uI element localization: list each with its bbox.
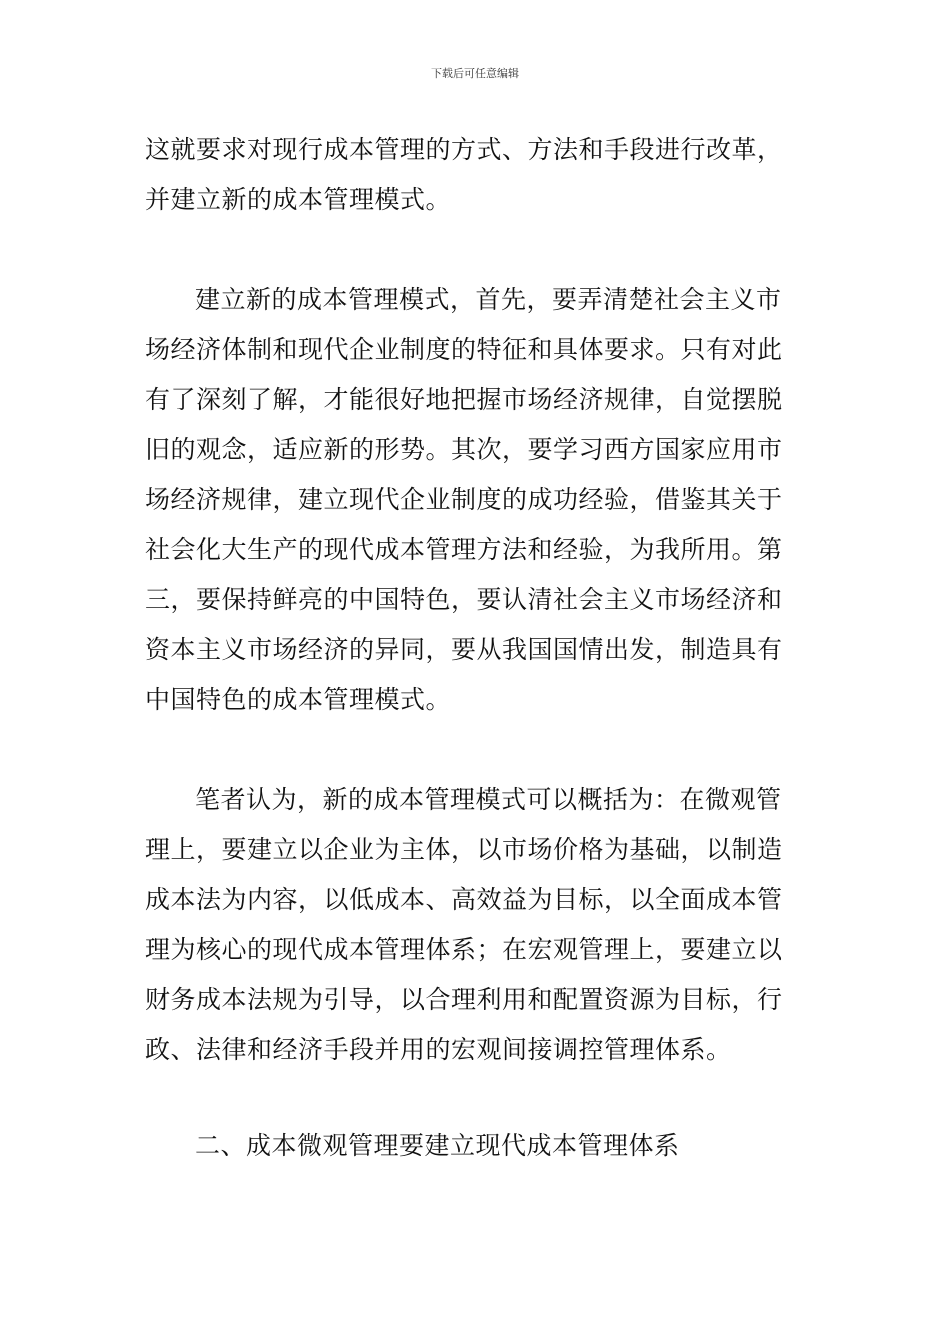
paragraph-2-line-8: 资本主义市场经济的异同，要从我国国情出发，制造具有 — [145, 635, 783, 664]
paragraph-2-line-3: 有了深刻了解，才能很好地把握市场经济规律，自觉摆脱 — [145, 385, 783, 414]
paragraph-3-line-5: 财务成本法规为引导，以合理利用和配置资源为目标，行 — [145, 985, 783, 1014]
paragraph-3-line-3: 成本法为内容，以低成本、高效益为目标，以全面成本管 — [145, 885, 783, 914]
section-heading: 二、成本微观管理要建立现代成本管理体系 — [195, 1131, 680, 1160]
paragraph-3-line-4: 理为核心的现代成本管理体系；在宏观管理上，要建立以 — [145, 935, 783, 964]
paragraph-2-line-7: 三，要保持鲜亮的中国特色，要认清社会主义市场经济和 — [145, 585, 783, 614]
paragraph-2-line-2: 场经济体制和现代企业制度的特征和具体要求。只有对此 — [145, 335, 783, 364]
paragraph-1-line-2: 并建立新的成本管理模式。 — [145, 185, 452, 214]
paragraph-3-line-1: 笔者认为，新的成本管理模式可以概括为：在微观管 — [195, 785, 782, 814]
paragraph-3-line-6: 政、法律和经济手段并用的宏观间接调控管理体系。 — [145, 1035, 732, 1064]
paragraph-2-line-1: 建立新的成本管理模式，首先，要弄清楚社会主义市 — [195, 285, 782, 314]
paragraph-1-line-1: 这就要求对现行成本管理的方式、方法和手段进行改革， — [145, 135, 783, 164]
paragraph-3-line-2: 理上，要建立以企业为主体，以市场价格为基础，以制造 — [145, 835, 783, 864]
header-note: 下载后可任意编辑 — [431, 67, 519, 80]
paragraph-2-line-9: 中国特色的成本管理模式。 — [145, 685, 452, 714]
paragraph-2-line-5: 场经济规律，建立现代企业制度的成功经验，借鉴其关于 — [145, 485, 783, 514]
paragraph-2-line-6: 社会化大生产的现代成本管理方法和经验，为我所用。第 — [145, 535, 783, 564]
paragraph-2-line-4: 旧的观念，适应新的形势。其次，要学习西方国家应用市 — [145, 435, 783, 464]
